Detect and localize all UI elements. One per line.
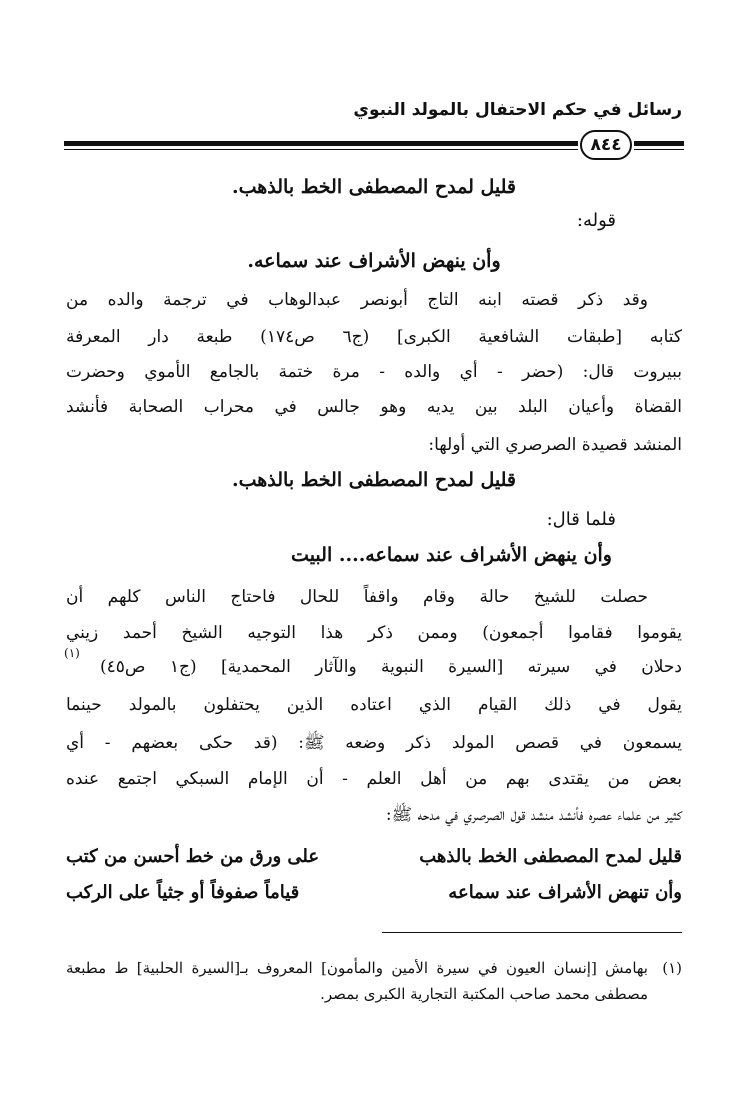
footnote-reference-marker: (١) [64, 646, 80, 660]
paragraph-2-line-4: يقول في ذلك القيام الذي اعتاده الذين يحتفلون بالمولد حينما [66, 695, 682, 715]
paragraph-2-line-6: بعض من يقتدى بهم من أهل العلم - أن الإمام السبكي اجتمع عنده [66, 769, 682, 789]
qawluhu-label: قوله: [576, 210, 616, 231]
header-rule-thin [64, 149, 578, 150]
poem-verse-2-second-hemistich: قياماً صفوفاً أو جثياً على الركب [66, 882, 300, 903]
verse-line-1: قليل لمدح المصطفى الخط بالذهب. [231, 176, 517, 198]
footnote-line-2: مصطفى محمد صاحب المكتبة التجارية الكبرى بمصر. [320, 985, 648, 1003]
falamma-qal-label: فلما قال: [546, 509, 616, 530]
header-rule-right-thin [634, 149, 684, 150]
paragraph-2-line-5: يسمعون في قصص المولد ذكر وضعه ﷺ: (قد حكى بعضهم - أي [66, 733, 682, 753]
footnote-separator [382, 932, 682, 933]
running-title: رسائل في حكم الاحتفال بالمولد النبوي [353, 100, 682, 120]
header-rule-right-thick [634, 141, 684, 146]
footnote-line-1: بهامش [إنسان العيون في سيرة الأمين والمأمون] المعروف بـ[السيرة الحلبية] ط مطبعة [66, 959, 648, 977]
paragraph-2-line-1: حصلت للشيخ حالة وقام واقفاً للحال فاحتاج الناس كلهم أن [66, 587, 648, 607]
verse-line-4: وأن ينهض الأشراف عند سماعه.... البيت [291, 544, 612, 566]
footnote-number: (١) [662, 959, 682, 977]
poem-verse-1-first-hemistich: قليل لمدح المصطفى الخط بالذهب [419, 846, 682, 867]
poem-verse-2-first-hemistich: وأن تنهض الأشراف عند سماعه [448, 882, 682, 903]
paragraph-1-line-4: القضاة وأعيان البلد بين يديه وهو جالس في محراب الصحابة فأنشد [66, 397, 682, 417]
poem-verse-1-second-hemistich: على ورق من خط أحسن من كتب [66, 846, 320, 867]
paragraph-1-line-1: وقد ذكر قصته ابنه التاج أبونصر عبدالوهاب في ترجمة والده من [66, 290, 648, 310]
header-rule-thick [64, 141, 578, 146]
paragraph-2-line-3: دحلان في سيرته [السيرة النبوية والآثار المحمدية] (ج١ ص٤٥) [100, 657, 682, 677]
verse-line-3: قليل لمدح المصطفى الخط بالذهب. [231, 469, 517, 491]
paragraph-2-line-7: كثير من علماء عصره فأنشد منشد قول الصرصري في مدحه ﷺ: [385, 805, 682, 825]
verse-line-2: وأن ينهض الأشراف عند سماعه. [247, 250, 501, 272]
paragraph-1-line-3: ببيروت قال: (حضر - أي والده - مرة ختمة بالجامع الأموي وحضرت [66, 362, 682, 382]
paragraph-1-line-5: المنشد قصيدة الصرصري التي أولها: [428, 435, 682, 455]
paragraph-2-line-2: يقوموا فقاموا أجمعون) وممن ذكر هذا التوجيه الشيخ أحمد زيني [66, 623, 682, 643]
paragraph-1-line-2: كتابه [طبقات الشافعية الكبرى] (ج٦ ص١٧٤) طبعة دار المعرفة [66, 327, 682, 347]
page-number: ٨٤٤ [580, 130, 632, 160]
